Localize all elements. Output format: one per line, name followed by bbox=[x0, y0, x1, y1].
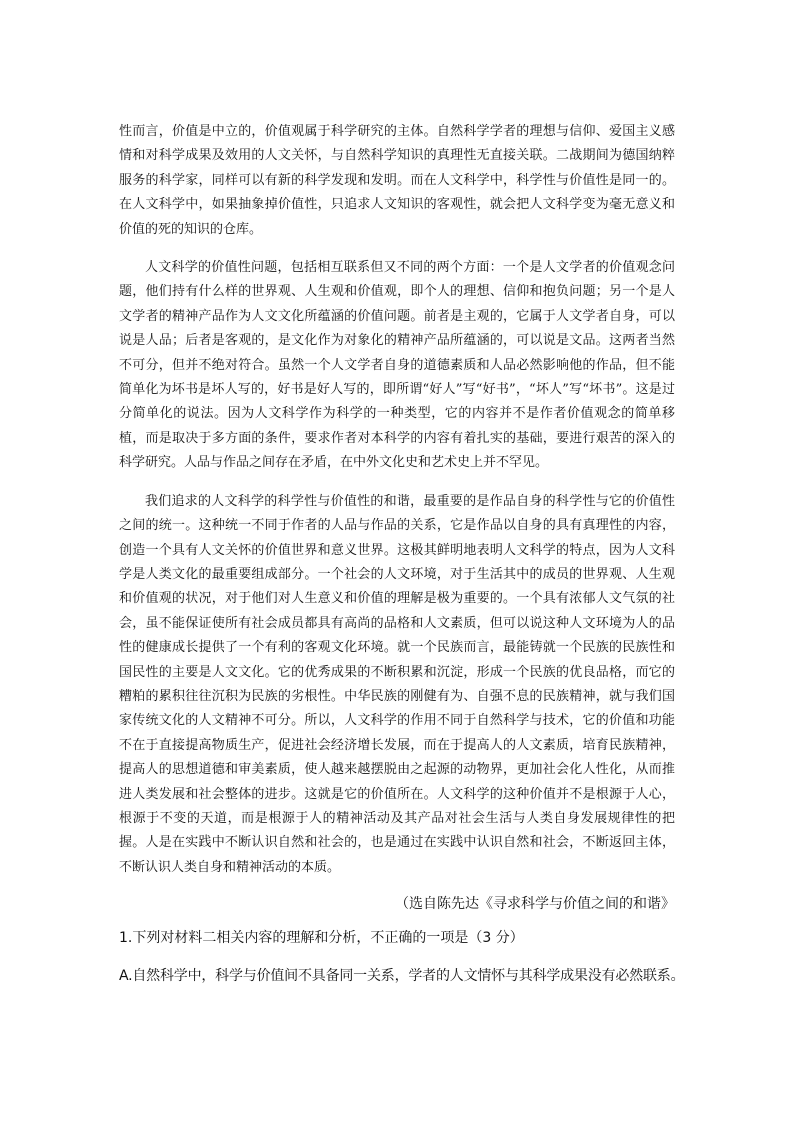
question-stem: 1.下列对材料二相关内容的理解和分析，不正确的一项是（3 分） bbox=[119, 930, 524, 947]
document-page bbox=[119, 120, 685, 988]
article-paragraph-2: 人文科学的价值性问题，包括相互联系但又不同的两个方面：一个是人文学者的价值观念问题，他们持有什么样的世界观、人生观和价值观，即个人的理想、信仰和抱负问题；另一个是人文学者的精神产品作为人文文化所蕴涵的价值问题。前者是主观的，它属于人文学者自身，可以说是人品；后者是客观的，是文化作为对象化的精神产品所蕴涵的，可以说是文品。这两者当然不可分，但并不绝对符合。虽然一个人文学者自身的道德素质和人品必然影响他的作品，但不能简单化为坏书是坏人写的，好书是好人写的，即所谓“好人”写“好书”，“坏人”写“坏书”。这是过分简单化的说法。因为人文科学作为科学的一种类型，它的内容并不是作者价值观念的简单移植，而是取决于多方面的条件，要求作者对本科学的内容有着扎实的基础，要进行艰苦的深入的科学研究。人品与作品之间存在矛盾，在中外文化史和艺术史上并不罕见。 bbox=[119, 260, 675, 471]
article-paragraph-3: 我们追求的人文科学的科学性与价值性的和谐，最重要的是作品自身的科学性与它的价值性之间的统一。这种统一不同于作者的人品与作品的关系，它是作品以自身的具有真理性的内容，创造一个具有人文关怀的价值世界和意义世界。这极其鲜明地表明人文科学的特点，因为人文科学是人类文化的最重要组成部分。一个社会的人文环境，对于生活其中的成员的世界观、人生观和价值观的状况，对于他们对人生意义和价值的理解是极为重要的。一个具有浓郁人文气氛的社会，虽不能保证使所有社会成员都具有高尚的品格和人文素质，但可以说这种人文环境为人的品性的健康成长提供了一个有利的客观文化环境。就一个民族而言，最能铸就一个民族的民族性和国民性的主要是人文文化。它的优秀成果的不断积累和沉淀，形成一个民族的优良品格，而它的糟粕的累积往往沉积为民族的劣根性。中华民族的刚健有为、自强不息的民族精神，就与我们国家传统文化的人文精神不可分。所以，人文科学的作用不同于自然科学与技术，它的价值和功能不在于直接提高物质生产，促进社会经济增长发展，而在于提高人的人文素质，培育民族精神，提高人的思想道德和审美素质，使人越来越摆脱由之起源的动物界，更加社会化人性化，从而推进人类发展和社会整体的进步。这就是它的价值所在。人文科学的这种价值并不是根源于人心，根源于不变的天道，而是根源于人的精神活动及其产品对社会生活与人类自身发展规律性的把握。人是在实践中不断认识自然和社会的，也是通过在实践中认识自然和社会，不断返回主体，不断认识人类自身和精神活动的本质。 bbox=[119, 493, 675, 875]
question-option-a: A.自然科学中，科学与价值间不具备同一关系，学者的人文情怀与其科学成果没有必然联系。 bbox=[119, 968, 685, 985]
article-paragraph-1: 性而言，价值是中立的，价值观属于科学研究的主体。自然科学学者的理想与信仰、爱国主义感情和对科学成果及效用的人文关怀，与自然科学知识的真理性无直接关联。二战期间为德国纳粹服务的科学家，同样可以有新的科学发现和发明。而在人文科学中，科学性与价值性是同一的。在人文科学中，如果抽象掉价值性，只追求人文知识的客观性，就会把人文科学变为毫无意义和价值的死的知识的仓库。 bbox=[119, 124, 675, 237]
article-source: （选自陈先达《寻求科学与价值之间的和谐》 bbox=[395, 896, 675, 913]
